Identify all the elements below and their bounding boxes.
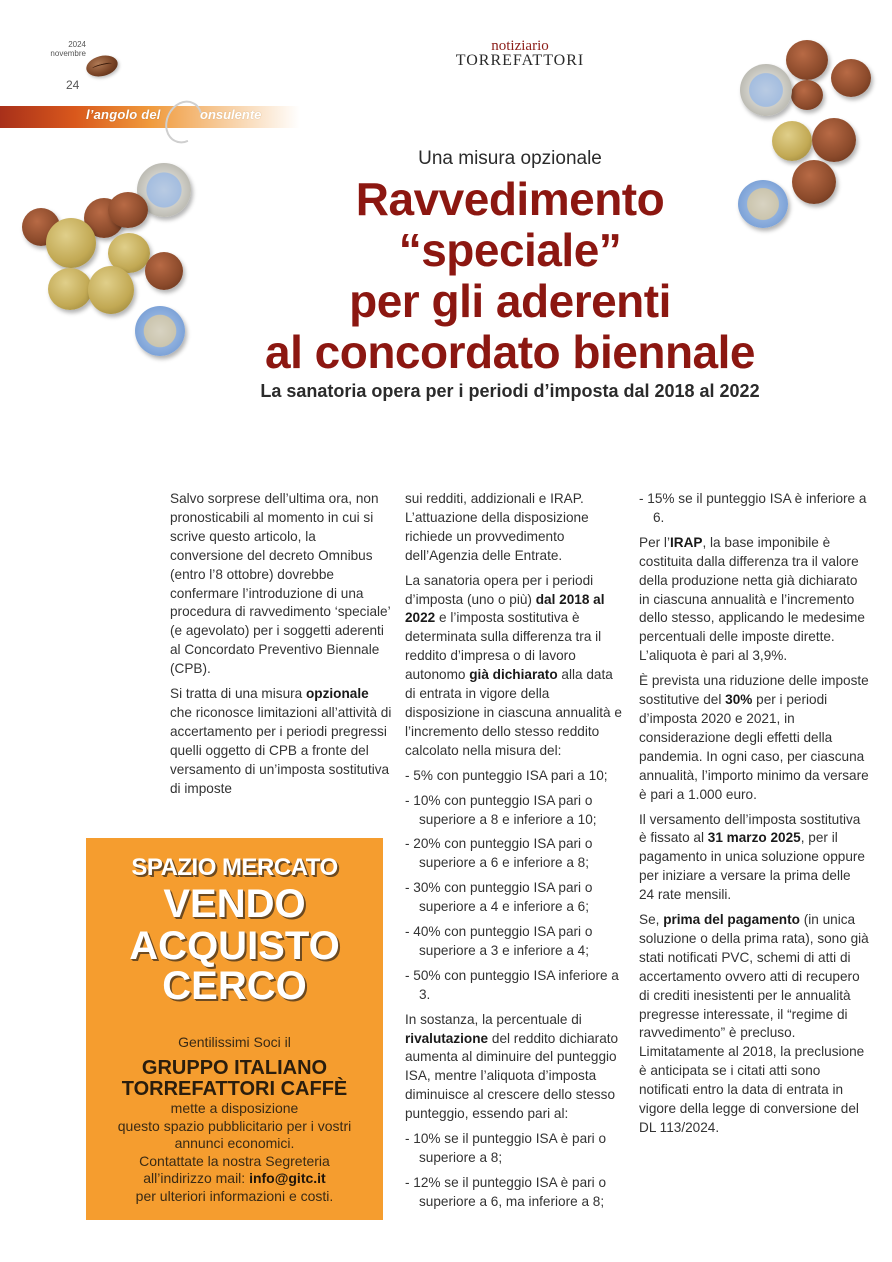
paragraph xyxy=(170,685,392,798)
paragraph-text: che riconosce limitazioni all’attività di accertamento per i periodi pregressi quelli oggetto di CPB a fronte del versamento di un’imposta sostitutiva di imposte xyxy=(170,704,392,796)
ad-title-cerco: CERCO xyxy=(162,964,307,1008)
paragraph-text: In sostanza, la percentuale di xyxy=(405,1011,582,1027)
article-column-2 xyxy=(405,490,627,1218)
coin-icon xyxy=(831,59,871,97)
bold-text: IRAP xyxy=(669,534,703,550)
list-item: - 5% con punteggio ISA pari a 10; xyxy=(405,767,608,783)
paragraph-text: Si tratta di una misura xyxy=(170,686,306,702)
issue-date xyxy=(30,40,86,58)
paragraph-text: e l’imposta sostitutiva è determinata sulla differenza tra il reddito d’impresa o di lavoro autonomo xyxy=(405,610,602,683)
paragraph-text: , la base imponibile è costituita dalla differenza tra il valore della produzione netta già dichiarato in ciascuna annualità e l’incremento dello stesso, applicando le medesime percentuali delle imposte dirette. L’aliquota è pari al 3,9%. xyxy=(639,534,865,664)
ad-text-line: per ulteriori informazioni e costi. xyxy=(135,1187,334,1204)
ad-text-line xyxy=(86,1170,383,1188)
ad-title-vendo: VENDO xyxy=(163,882,306,926)
paragraph xyxy=(405,572,627,761)
section-label-part2: onsulente xyxy=(200,107,262,122)
bold-text: rivalutazione xyxy=(405,1030,489,1046)
list-item: - 10% con punteggio ISA pari o superiore a 8 e inferiore a 10; xyxy=(405,792,597,827)
masthead-small: notiziario xyxy=(491,38,549,54)
page-number: 24 xyxy=(66,78,80,92)
paragraph-text: per i periodi d’imposta 2020 e 2021, in considerazione degli effetti della pandemia. In ogni caso, per ciascuna annualità, l’importo minimo da versare è pari a 1.000 euro. xyxy=(639,692,869,802)
list-item: - 10% se il punteggio ISA è pari o superiore a 8; xyxy=(405,1131,607,1165)
ad-text-fragment: all’indirizzo mail: xyxy=(143,1170,250,1187)
paragraph xyxy=(639,911,869,1138)
article-column-1 xyxy=(170,490,392,805)
section-c-logo-icon xyxy=(158,94,209,149)
bold-text: 31 marzo 2025 xyxy=(707,830,801,846)
rate-list xyxy=(405,1130,627,1212)
issue-month: novembre xyxy=(50,49,86,58)
ad-email-link[interactable]: info@gitc.it xyxy=(249,1170,326,1187)
coffee-bean-icon xyxy=(84,52,120,79)
percentage-list xyxy=(405,767,627,1005)
ad-text-line: Contattate la nostra Segreteria xyxy=(139,1152,330,1169)
paragraph xyxy=(639,534,869,666)
issue-year: 2024 xyxy=(68,40,86,49)
paragraph-text: sui redditi, addizionali e IRAP. L’attuazione della disposizione richiede un provvedimento dell’Agenzia delle Entrate. xyxy=(405,491,589,563)
paragraph-text: Per l’ xyxy=(639,534,670,550)
article-subhead: La sanatoria opera per i periodi d’imposta dal 2018 al 2022 xyxy=(260,381,760,401)
ad-text xyxy=(86,1100,383,1206)
paragraph-text: Salvo sorprese dell’ultima ora, non pronosticabili al momento in cui si scrive questo articolo, la conversione del decreto Omnibus (entro l’8 ottobre) dovrebbe confermare l’introduzione di una procedura di ravvedimento ‘speciale’ (e agevolato) per i soggetti aderenti al Concordato Preventivo Biennale (CPB). xyxy=(170,491,391,677)
list-item: - 30% con punteggio ISA pari o superiore a 4 e inferiore a 6; xyxy=(405,880,593,915)
masthead-logo xyxy=(420,40,620,69)
paragraph-text: (in unica soluzione o della prima rata), sono già stati notificati PVC, schemi di atti di accertamento ovvero atti di recupero di crediti inesistenti per le annualità pregresse interessate, il “regime di ravvedimento” è precluso. Limitatamente al 2018, la preclusione è anticipata se i citati atti sono notificati entro la data di entrata in vigore della legge di conversione del DL 113/2024. xyxy=(639,912,869,1135)
masthead-big: TORREFATTORI xyxy=(455,52,585,69)
article-column-3 xyxy=(639,490,869,1144)
list-item: - 15% se il punteggio ISA è inferiore a 6. xyxy=(639,491,867,525)
bold-text: opzionale xyxy=(306,686,369,702)
ad-text-line: mette a disposizione xyxy=(170,1100,299,1116)
ad-greeting: Gentilissimi Soci il xyxy=(178,1034,291,1050)
bold-text: 30% xyxy=(725,692,753,708)
paragraph xyxy=(405,490,627,566)
list-item: - 12% se il punteggio ISA è pari o superiore a 6, ma inferiore a 8; xyxy=(405,1174,607,1209)
bold-text: già dichiarato xyxy=(469,667,558,683)
paragraph xyxy=(639,672,869,804)
list-item: - 50% con punteggio ISA inferiore a 3. xyxy=(405,967,619,1002)
coin-icon xyxy=(88,266,134,314)
paragraph-text: Il versamento dell’imposta sostitutiva è fissato al xyxy=(639,811,861,846)
headline-line: Ravvedimento xyxy=(355,173,665,225)
paragraph-text: Se, xyxy=(639,912,664,928)
ad-text-line: questo spazio pubblicitario per i vostri xyxy=(117,1117,352,1134)
ad-organization xyxy=(86,1058,383,1100)
coin-icon xyxy=(786,40,828,80)
coin-icon xyxy=(108,192,148,228)
paragraph-text: del reddito dichiarato aumenta al diminuire del punteggio ISA, mentre l’aliquota d’imposta diminuisce al crescere dello stesso punteggio, essendo pari al: xyxy=(405,1030,619,1122)
ad-title-acquisto: ACQUISTO xyxy=(129,924,340,968)
paragraph-text: È prevista una riduzione delle imposte sostitutive del xyxy=(639,673,869,708)
list-item: - 20% con punteggio ISA pari o superiore a 6 e inferiore a 8; xyxy=(405,836,593,871)
headline-line: “speciale” xyxy=(398,224,622,276)
headline-line: per gli aderenti xyxy=(349,275,671,327)
paragraph-text: alla data di entrata in vigore della disposizione in ciascuna annualità e l’incremento dello stesso reddito calcolato nella misura del: xyxy=(405,667,622,758)
coin-icon xyxy=(791,80,823,110)
coin-icon xyxy=(46,218,96,268)
ad-org-line: TORREFATTORI CAFFÈ xyxy=(121,1078,348,1100)
paragraph-text: La sanatoria opera per i periodi d’imposta (uno o più) xyxy=(405,572,594,607)
coin-icon xyxy=(48,268,92,310)
paragraph xyxy=(405,1011,627,1124)
section-label-part1: l’angolo del xyxy=(86,107,161,122)
headline-line: al concordato biennale xyxy=(265,326,755,378)
article-kicker: Una misura opzionale xyxy=(418,148,602,169)
paragraph xyxy=(639,811,869,906)
bold-text: dal 2018 al 2022 xyxy=(405,591,605,626)
bold-text: prima del pagamento xyxy=(663,912,800,928)
article-headline xyxy=(150,174,870,378)
ad-text-line: annunci economici. xyxy=(174,1135,295,1152)
ad-title: SPAZIO MERCATO xyxy=(131,854,338,881)
paragraph xyxy=(170,490,392,679)
paragraph-text: , per il pagamento in unica soluzione oppure per iniziare a versare la prima delle 24 rate mensili. xyxy=(639,830,865,903)
coin-icon xyxy=(740,64,792,116)
spazio-mercato-ad xyxy=(86,838,383,1220)
ad-org-line: GRUPPO ITALIANO xyxy=(141,1057,328,1079)
list-item: - 40% con punteggio ISA pari o superiore a 3 e inferiore a 4; xyxy=(405,924,593,958)
